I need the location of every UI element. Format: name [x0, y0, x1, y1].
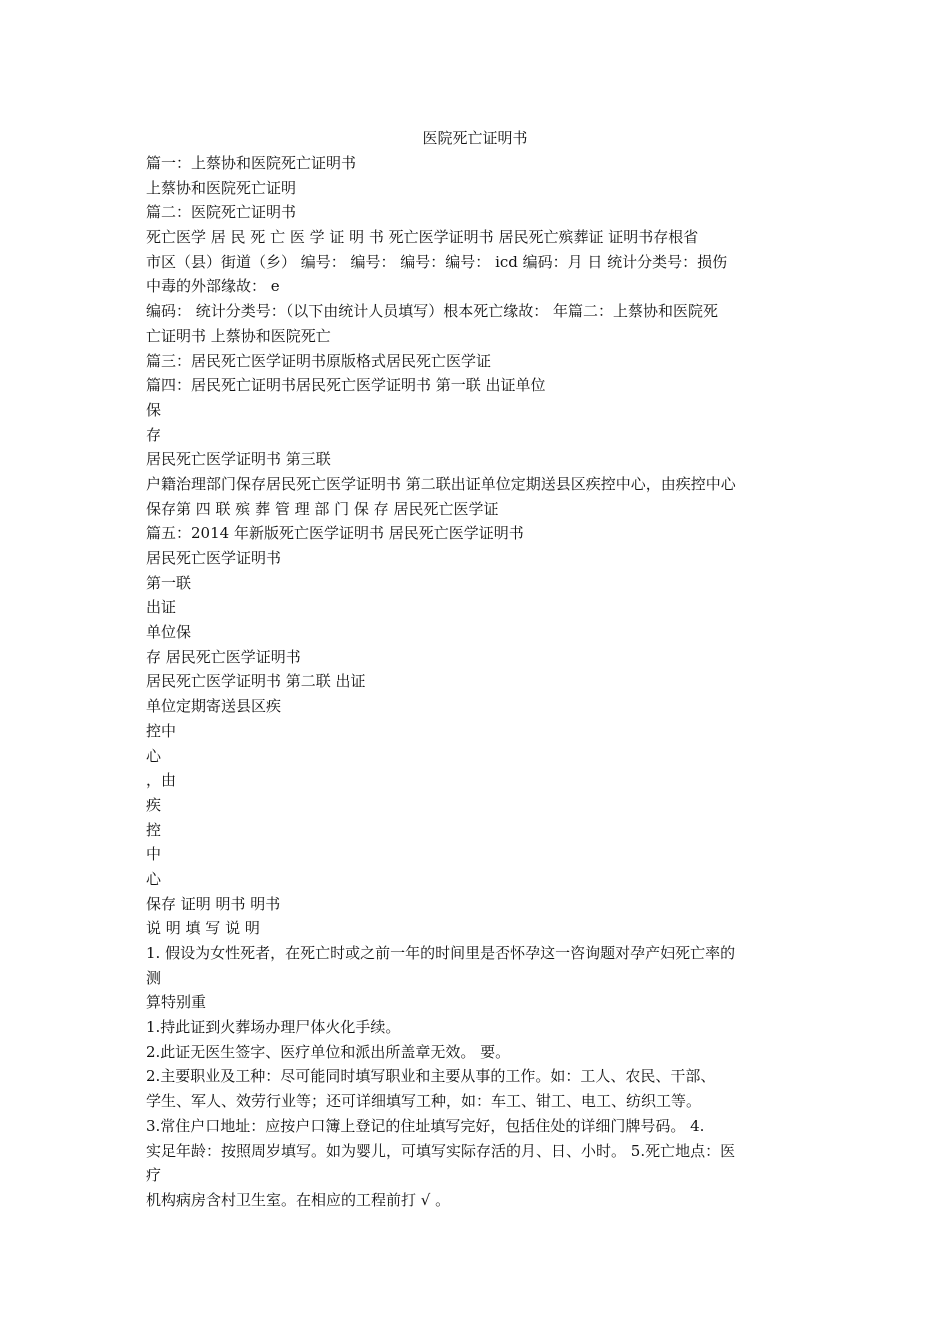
document-body — [146, 151, 814, 1213]
text-line: 篇三：居民死亡医学证明书原版格式居民死亡医学证 — [146, 351, 492, 370]
text-line: 1.持此证到火葬场办理尸体火化手续。 — [146, 1018, 401, 1037]
text-line: 市区（县）街道（乡） 编号： 编号： 编号：编号： icd 编码：月 日 统计分类号：损伤 — [146, 252, 728, 271]
text-line: 单位保 — [146, 623, 192, 642]
text-line: 2.主要职业及工种：尽可能同时填写职业和主要从事的工作。如：工人、农民、干部、 — [146, 1067, 716, 1086]
text-line: 测 — [146, 968, 162, 987]
text-line: 算特别重 — [146, 993, 207, 1012]
text-line: 居民死亡医学证明书 第三联 — [146, 450, 331, 469]
text-line: 疗 — [146, 1166, 162, 1185]
text-line: 单位定期寄送县区疾 — [146, 697, 282, 716]
text-line: 中毒的外部缘故： e — [146, 277, 280, 296]
text-line: 户籍治理部门保存居民死亡医学证明书 第二联出证单位定期送县区疾控中心，由疾控中心 — [146, 474, 736, 493]
text-line: 学生、军人、效劳行业等；还可详细填写工种，如：车工、钳工、电工、纺织工等。 — [146, 1092, 702, 1111]
text-line: 保存 证明 明书 明书 — [146, 894, 281, 913]
text-line: 编码： 统计分类号：（以下由统计人员填写）根本死亡缘故： 年篇二：上蔡协和医院死 — [146, 302, 719, 321]
text-line: 中 — [146, 845, 162, 864]
text-line: ，由 — [146, 771, 177, 790]
text-line: 存 — [146, 425, 162, 444]
text-line: 说 明 填 写 说 明 — [146, 919, 260, 938]
text-line: 上蔡协和医院死亡证明 — [146, 178, 297, 197]
text-line: 第一联 — [146, 573, 192, 592]
text-line: 篇二：医院死亡证明书 — [146, 203, 297, 222]
text-line: 死亡医学 居 民 死 亡 医 学 证 明 书 死亡医学证明书 居民死亡殡葬证 证明书存根省 — [146, 228, 699, 247]
document-title: 医院死亡证明书 — [422, 129, 528, 147]
text-line: 保 — [146, 400, 162, 419]
text-line: 出证 — [146, 598, 177, 617]
text-line: 居民死亡医学证明书 第二联 出证 — [146, 672, 366, 691]
text-line: 机构病房含村卫生室。在相应的工程前打 √ 。 — [146, 1190, 451, 1209]
text-line: 2.此证无医生签字、医疗单位和派出所盖章无效。 要。 — [146, 1042, 511, 1061]
text-line: 存 居民死亡医学证明书 — [146, 647, 301, 666]
text-line: 篇五：2014 年新版死亡医学证明书 居民死亡医学证明书 — [146, 524, 524, 543]
text-line: 篇一：上蔡协和医院死亡证明书 — [146, 154, 357, 172]
text-line: 3.常住户口地址：应按户口簿上登记的住址填写完好，包括住处的详细门牌号码。 4. — [146, 1116, 705, 1135]
text-line: 心 — [146, 746, 162, 765]
text-line: 控 — [146, 820, 162, 839]
text-line: 1. 假设为女性死者，在死亡时或之前一年的时间里是否怀孕这一咨询题对孕产妇死亡率的 — [146, 944, 736, 962]
text-line: 实足年龄：按照周岁填写。如为婴儿，可填写实际存活的月、日、小时。 5.死亡地点：医 — [146, 1141, 736, 1160]
text-line: 保存第 四 联 殡 葬 管 理 部 门 保 存 居民死亡医学证 — [146, 499, 499, 518]
text-line: 心 — [146, 869, 162, 888]
text-line: 居民死亡医学证明书 — [146, 549, 282, 567]
text-line: 疾 — [146, 795, 162, 814]
text-line: 亡证明书 上蔡协和医院死亡 — [146, 326, 331, 345]
text-line: 控中 — [146, 721, 177, 740]
text-line: 篇四：居民死亡证明书居民死亡医学证明书 第一联 出证单位 — [146, 376, 546, 395]
